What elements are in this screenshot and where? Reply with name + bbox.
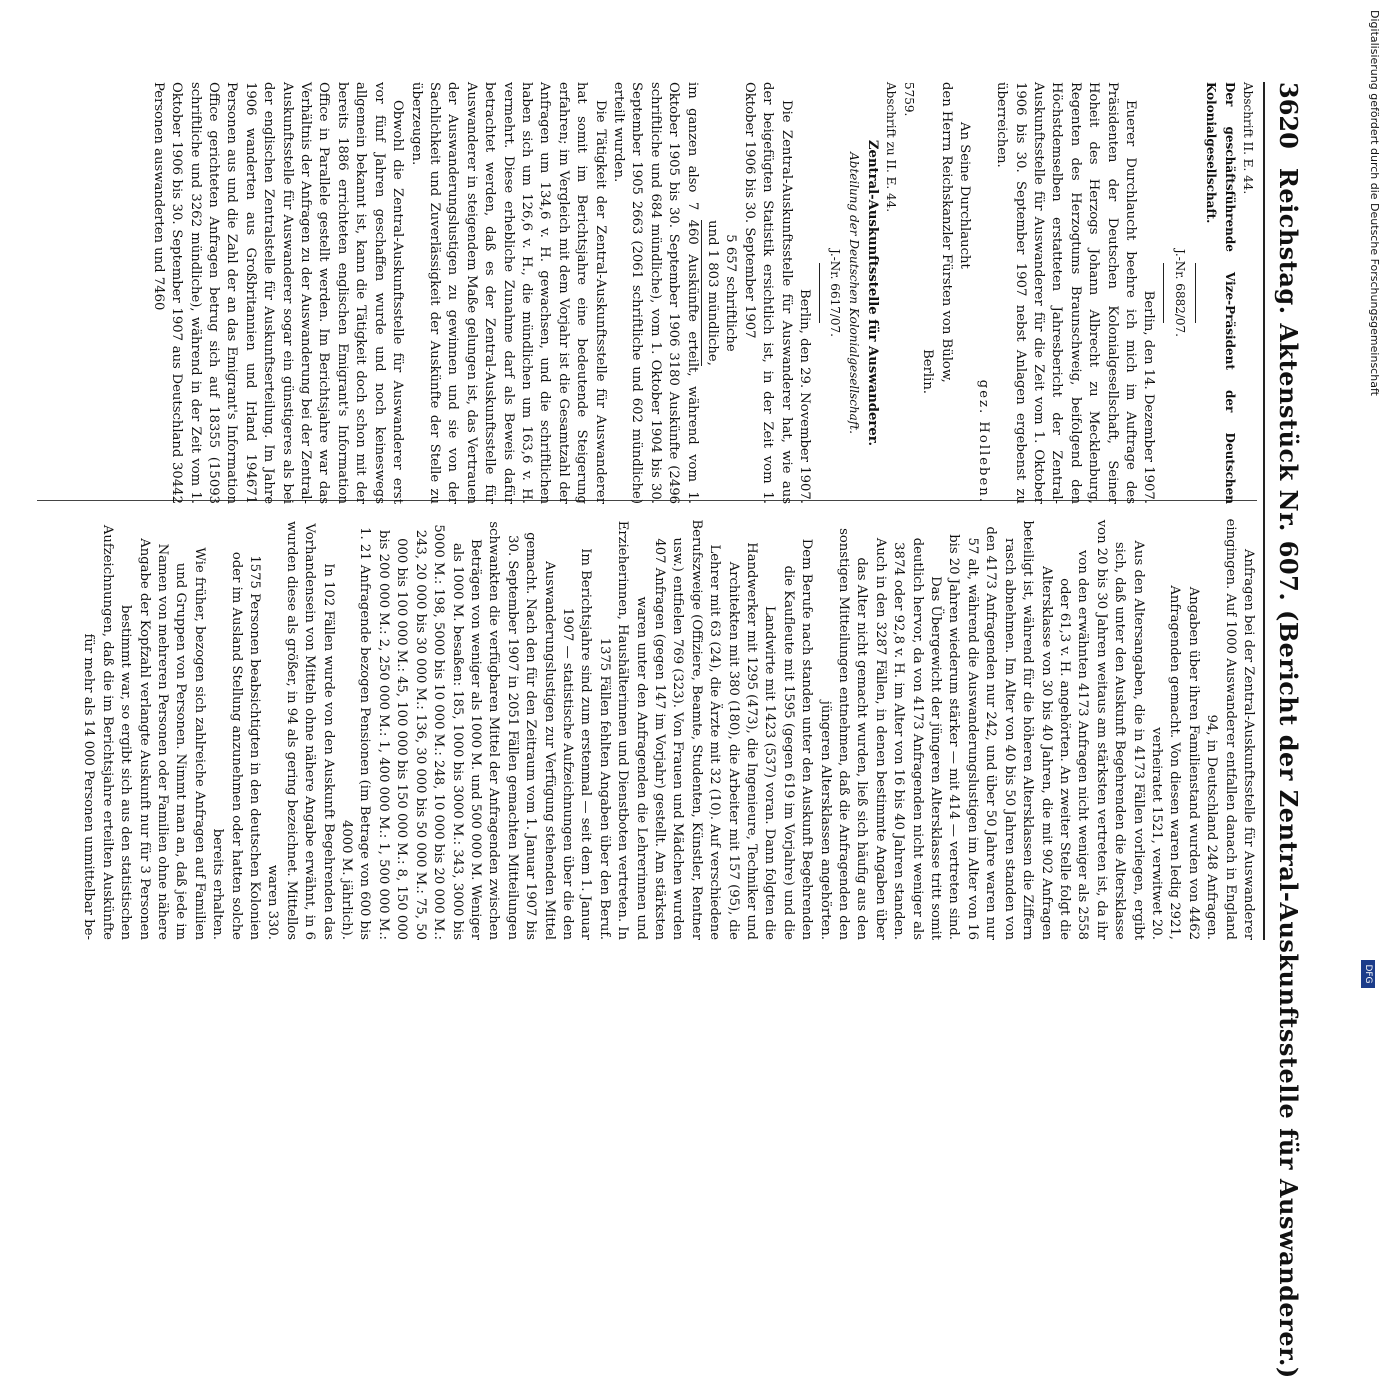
letter-signature: gez. Holleben. [975, 379, 991, 504]
journal-number: J.-Nr. 6882/07. [1172, 249, 1187, 337]
divider [819, 263, 820, 323]
report-paragraph: 1575 Personen beabsichtigten in den deutschen Kolonien oder im Ausland Stellung anzunehmen oder hatten solche bereits erhalten. [210, 551, 263, 940]
addressee-line-1: An Seine Durchlaucht [957, 122, 973, 269]
report-paragraph: Wie früher, bezogen sich zahlreiche Anfragen auf Familien und Gruppen von Personen. Nimmt man an, daß jede im Namen von mehreren Personen oder Familien ohne nähere Angabe der Kopfzahl verlangte Auskunft nur für 3 Personen bestimmt war, so ergibt sich aus den statistischen Aufzeichnungen, daß die im Berichtsjahre erteilten Auskünfte für mehr als 14 000 Personen unmittelbar be- [81, 524, 207, 940]
abschrift-label: Abschrift II. E. 44. [1241, 82, 1255, 195]
sum-line-oral [701, 82, 721, 504]
letter-date: Berlin, den 14. Dezember 1907. [1141, 290, 1157, 504]
abschrift-label-2: Abschrift zu II. E. 44. [883, 82, 898, 213]
page-title: Reichstag. Aktenstück Nr. 607. (Bericht der Zentral-Auskunftsstelle für Auswanderer.) [1274, 167, 1303, 1379]
report-paragraph: Im Berichtsjahre sind zum erstenmal — seit dem 1. Januar 1907 — statistische Aufzeichnungen über die den Auswanderungslustigen zur Verfügung stehenden Mittel gemacht. Nach den für den Zeitraum vom 1. Januar 1907 bis 30. September 1907 in 2051 Fällen gemachten Mitteilungen schwankten die verfügbaren Mittel der Anfragenden zwischen Beträgen von weniger als 1000 M. und 500 000 M. Weniger als 1000 M. besaßen: 185, 1000 bis 3000 M.: 343, 3000 bis 5000 M.: 198, 5000 bis 10 000 M.: 248, 10 000 bis 20 000 M.: 243, 20 000 bis 30 000 M.: 136, 30 000 bis 50 000 M.: 75, 50 000 bis 100 000 M.: 45, 100 000 bis 150 000 M.: 8, 150 000 bis 200 000 M.: 2, 250 000 M.: 1, 400 000 M.: 1, 500 000 M.: 1. 21 Anfragende bezogen Pensionen (im Betrage von 600 bis 4000 M. jährlich). [339, 521, 594, 940]
office-name: Zentral-Auskunftsstelle für Auswanderer. [865, 139, 881, 447]
report-date: Berlin, den 29. November 1907. [797, 289, 813, 504]
addressee-line-3: Berlin. [920, 349, 936, 394]
sum-line-oral-text: und 1 803 mündliche, [701, 220, 721, 366]
report-paragraph: im ganzen also 7 460 Auskünfte erteilt, während vom 1. Oktober 1905 bis 30. September 1906 3180 Auskünfte (2496 schriftliche und 684 mündliche), vom 1. Oktober 1904 bis 30. September 1905 2663 (2061 schriftliche und 602 mündliche) erteilt wurden. [611, 82, 700, 504]
journal-number-2: J.-Nr. 6617/07. [828, 249, 843, 337]
divider [1163, 263, 1164, 323]
report-paragraph: Die Tätigkeit der Zentral-Auskunftsstelle für Auswanderer hat somit im Berichtsjahre eine bedeutende Steigerung erfahren; im Vergleich mit dem Vorjahr ist die Gesamtzahl der Anfragen um 134,6 v. H. gewachsen, und die schriftlichen haben sich um 126,6 v. H., die mündlichen um 163,6 v. H. vermehrt. Diese erhebliche Zunahme darf als Beweis dafür betrachtet werden, daß es der Zentral-Auskunftsstelle für Auswanderer in steigendem Maße gelungen ist, das Vertrauen der Auswanderungslustigen zu gewinnen und sie von der Sachlichkeit und Zuverlässigkeit der Auskünfte der Stelle zu überzeugen. [408, 82, 608, 504]
letter-body: Euerer Durchlaucht beehre ich mich im Auftrage des Präsidenten der Deutschen Kolonialgesellschaft, Seiner Hoheit des Herzogs Johann Albrecht zu Mecklenburg, Regenten des Herzogtums Braunschweig, beifolgend den Höchstdemselben erstatteten Jahresbericht der Zentral-Auskunftsstelle für Auswanderer für die Zeit vom 1. Oktober 1906 bis 30. September 1907 nebst Anlagen ergebenst zu überreichen. [994, 82, 1138, 504]
addressee-line-2: den Herrn Reichskanzler Fürsten von Bülow, [938, 82, 954, 383]
header-rule [1263, 82, 1265, 940]
dfg-logo: DFG [1361, 960, 1375, 988]
office-subtitle: Abteilung der Deutschen Kolonialgesellschaft. [846, 152, 861, 434]
digitization-note: Digitalisierung gefördert durch die Deutsche Forschungsgemeinschaft [1368, 10, 1381, 396]
report-paragraph: Die Zentral-Auskunftsstelle für Auswanderer hat, wie aus der beigefügten Statistik ersichtlich ist, in der Zeit vom 1. Oktober 1906 bis 30. September 1907 [741, 82, 794, 504]
page-number: 3620 [1274, 82, 1303, 149]
report-paragraph: In 102 Fällen wurde von den Auskunft Begehrenden das Vorhandensein von Mitteln ohne nähere Angabe erwähnt, in 6 wurden diese als größer, in 94 als gering bezeichnet. Mittellos waren 330. [265, 521, 336, 940]
report-paragraph: Angaben über ihren Familienstand wurden von 4462 Anfragenden gemacht. Von diesen waren ledig 2921, verheiratet 1521, verwitwet 20. [1148, 585, 1201, 940]
report-paragraph: Obwohl die Zentral-Auskunftsstelle für Auswanderer erst vor fünf Jahren geschaffen wurde und noch keineswegs allgemein bekannt ist, kann die Tätigkeit doch schon mit der bereits 1886 errichteten englischen Emigrant's Information Office in Parallele gestellt werden. Im Berichtsjahre war das Verhältnis der Anfragen zu der Auswanderung bei der Zentral-Auskunftsstelle für Auswanderer sogar ein günstigeres als bei der englischen Zentralstelle für Auskunftserteilung. Im Jahre 1906 wanderten aus Großbritannien und Irland 194671 Personen aus und die Zahl der an das Emigrant's Information Office gerichteten Anfragen betrug sich auf 18355 (15093 schriftliche und 3262 mündliche), während in der Zeit vom 1. Oktober 1906 bis 30. September 1907 aus Deutschland 30442 Personen auswanderten und 7460 [150, 82, 406, 504]
report-paragraph: Anfragen bei der Zentral-Auskunftsstelle für Auswanderer eingingen. Auf 1000 Auswanderer entfallen danach in England 94, in Deutschland 248 Anfragen. [1204, 518, 1256, 940]
report-paragraph: Aus den Altersangaben, die in 4173 Fällen vorliegen, ergibt sich, daß unter den Auskunft Begehrenden die Altersklasse von 20 bis 30 Jahren weitaus am stärksten vertreten ist, da ihr von den erwähnten 4173 Anfragen nicht weniger als 2558 oder 61,3 v. H. angehörten. An zweiter Stelle folgt die Altersklasse von 30 bis 40 Jahren, die mit 902 Anfragen beteiligt ist, während für die höheren Altersklassen die Ziffern rasch abnehmen. Im Alter von 40 bis 50 Jahren standen von den 4173 Anfragenden nur 242, und über 50 Jahre waren nur 57 alt, während die Auswanderungslustigen im Alter von 16 bis 20 Jahren wiederum stärker — mit 414 — vertreten sind. Das Übergewicht der jüngeren Altersklasse tritt somit deutlich hervor, da von 4173 Anfragenden nicht weniger als 3874 oder 92,8 v. H. im Alter von 16 bis 40 Jahren standen. Auch in den 3287 Fällen, in denen bestimmte Angaben über das Alter nicht gemacht wurden, ließ sich häufig aus den sonstigen Mitteilungen entnehmen, daß die Anfragenden den jüngeren Altersklassen angehörten. [817, 519, 1146, 940]
sum-line-written: 5 657 schriftliche [723, 234, 739, 352]
report-paragraph: Dem Berufe nach standen unter den Auskunft Begehrenden die Kaufleute mit 1595 (gegen 619 im Vorjahre) und die Landwirte mit 1423 (537) voran. Dann folgten die Handwerker mit 1295 (473), die Ingenieure, Techniker und Architekten mit 380 (180), die Arbeiter mit 157 (95), die Lehrer mit 63 (24), die Ärzte mit 32 (10). Auf verschiedene Berufszweige (Offiziere, Beamte, Studenten, Künstler, Rentner usw.) entfielen 769 (323). Von Frauen und Mädchen wurden 407 Anfragen (gegen 147 im Vorjahr) gestellt. Am stärksten waren unter den Anfragenden die Lehrerinnen und Erzieherinnen, Haushälterinnen und Dienstboten vertreten. In 1375 Fällen fehlten Angaben über den Beruf. [596, 519, 815, 940]
left-column [148, 82, 1257, 504]
sender-organization: Der geschäftsführende Vize-Präsident der Deutschen Kolonialgesellschaft. [1204, 82, 1237, 504]
right-column [79, 518, 1257, 940]
file-number: 5759. [902, 82, 917, 117]
divider [1195, 263, 1196, 323]
page-header [1269, 82, 1303, 1379]
